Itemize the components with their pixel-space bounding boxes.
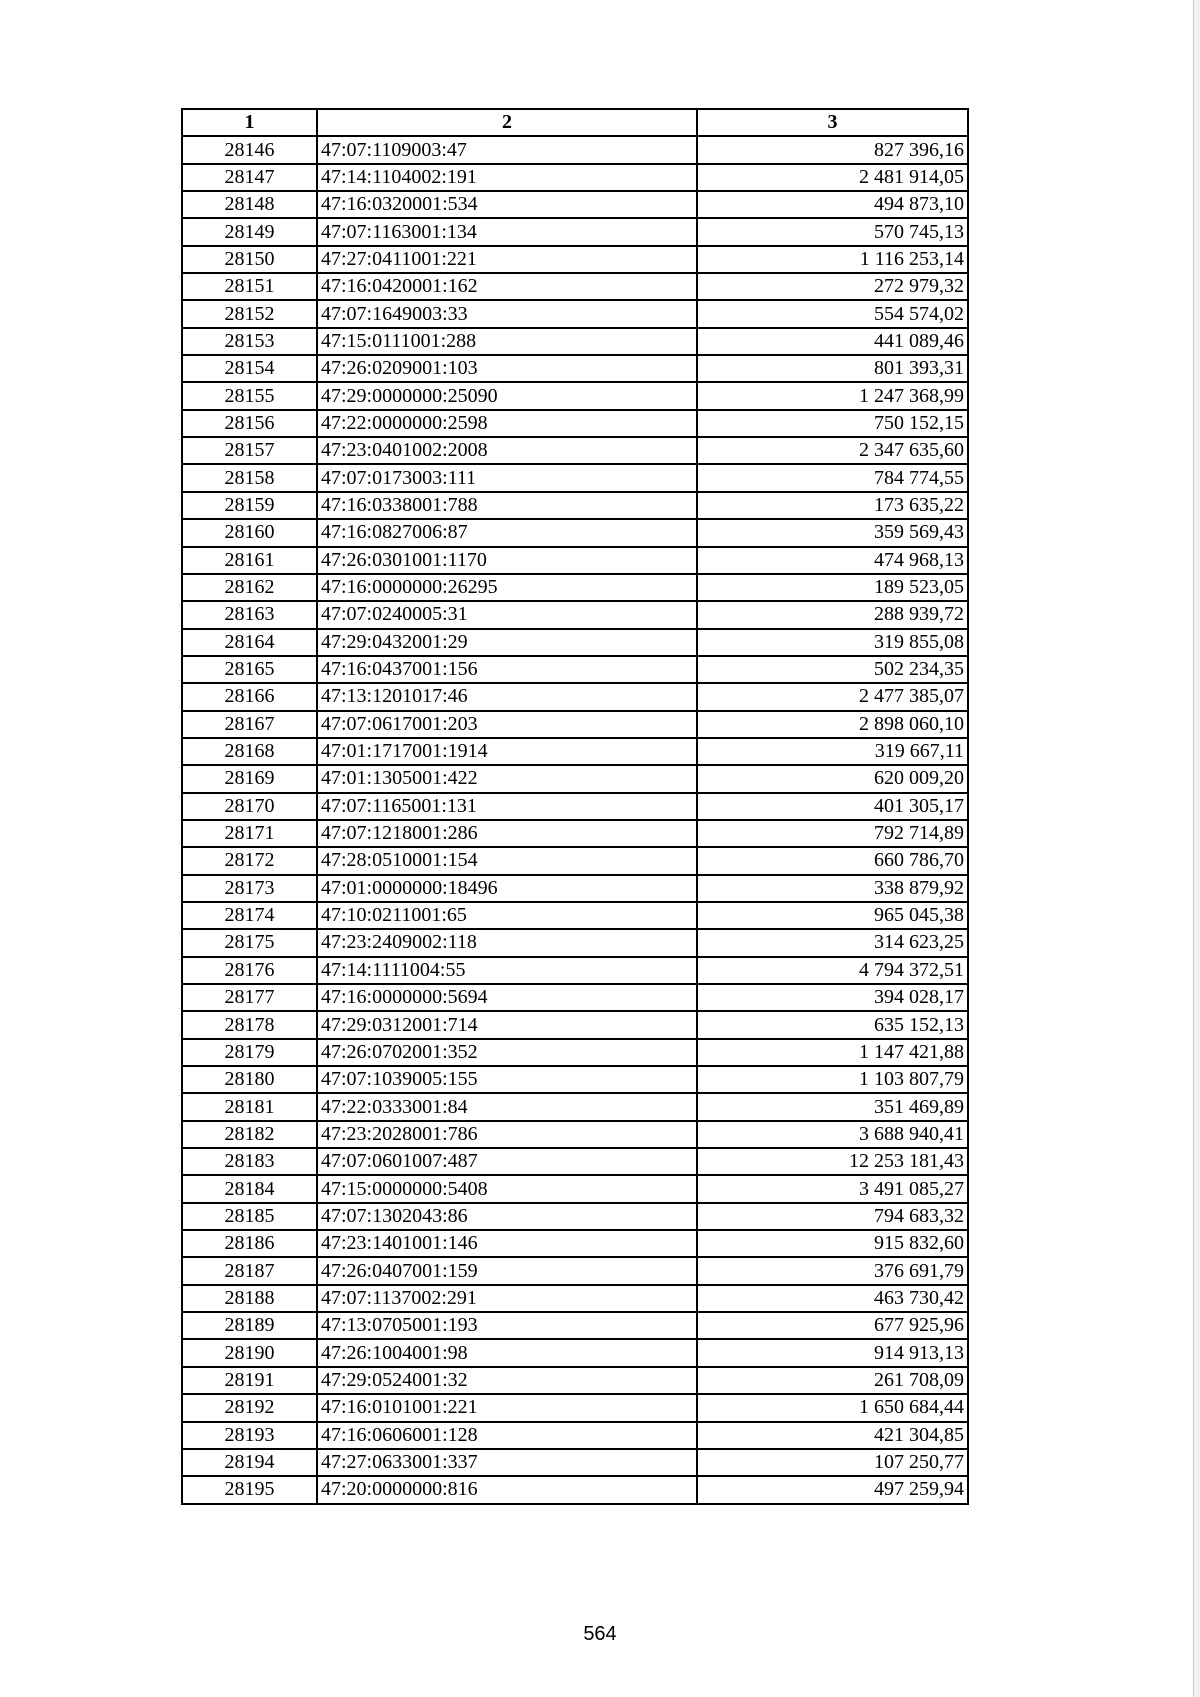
cadastral-value-cell: 261 708,09 — [697, 1367, 968, 1394]
table-body — [182, 136, 968, 1503]
cadastral-number-cell: 47:27:0633001:337 — [317, 1449, 697, 1476]
row-number-cell: 28190 — [182, 1339, 317, 1366]
cadastral-value-cell: 750 152,15 — [697, 410, 968, 437]
cadastral-value-cell: 463 730,42 — [697, 1285, 968, 1312]
cadastral-number-cell: 47:29:0524001:32 — [317, 1367, 697, 1394]
cadastral-number-cell: 47:16:0437001:156 — [317, 656, 697, 683]
table-row — [182, 847, 968, 874]
table-row — [182, 765, 968, 792]
cadastral-value-cell: 107 250,77 — [697, 1449, 968, 1476]
row-number-cell: 28160 — [182, 519, 317, 546]
cadastral-value-cell: 314 623,25 — [697, 929, 968, 956]
row-number-cell: 28191 — [182, 1367, 317, 1394]
row-number-cell: 28185 — [182, 1203, 317, 1230]
row-number-cell: 28178 — [182, 1011, 317, 1038]
row-number-cell: 28156 — [182, 410, 317, 437]
table-row — [182, 574, 968, 601]
row-number-cell: 28168 — [182, 738, 317, 765]
table-row — [182, 1121, 968, 1148]
row-number-cell: 28146 — [182, 136, 317, 163]
cadastral-value-cell: 677 925,96 — [697, 1312, 968, 1339]
cadastral-value-cell: 1 103 807,79 — [697, 1066, 968, 1093]
page-edge — [1193, 0, 1200, 1697]
cadastral-number-cell: 47:16:0320001:534 — [317, 191, 697, 218]
row-number-cell: 28189 — [182, 1312, 317, 1339]
cadastral-value-cell: 2 477 385,07 — [697, 683, 968, 710]
cadastral-number-cell: 47:07:0173003:111 — [317, 464, 697, 491]
cadastral-value-cell: 3 491 085,27 — [697, 1175, 968, 1202]
cadastral-value-cell: 12 253 181,43 — [697, 1148, 968, 1175]
row-number-cell: 28163 — [182, 601, 317, 628]
cadastral-value-cell: 338 879,92 — [697, 875, 968, 902]
table-row — [182, 738, 968, 765]
cadastral-number-cell: 47:07:1137002:291 — [317, 1285, 697, 1312]
row-number-cell: 28167 — [182, 711, 317, 738]
cadastral-number-cell: 47:07:0240005:31 — [317, 601, 697, 628]
cadastral-value-cell: 570 745,13 — [697, 218, 968, 245]
table-row — [182, 1011, 968, 1038]
cadastral-value-cell: 801 393,31 — [697, 355, 968, 382]
cadastral-number-cell: 47:13:0705001:193 — [317, 1312, 697, 1339]
table-row — [182, 984, 968, 1011]
table-row — [182, 547, 968, 574]
row-number-cell: 28187 — [182, 1257, 317, 1284]
cadastral-number-cell: 47:07:1109003:47 — [317, 136, 697, 163]
cadastral-value-cell: 319 667,11 — [697, 738, 968, 765]
cadastral-number-cell: 47:15:0111001:288 — [317, 328, 697, 355]
cadastral-value-cell: 660 786,70 — [697, 847, 968, 874]
cadastral-number-cell: 47:07:0617001:203 — [317, 711, 697, 738]
row-number-cell: 28151 — [182, 273, 317, 300]
column-header-1: 1 — [182, 109, 317, 136]
row-number-cell: 28149 — [182, 218, 317, 245]
cadastral-value-cell: 827 396,16 — [697, 136, 968, 163]
cadastral-number-cell: 47:01:0000000:18496 — [317, 875, 697, 902]
cadastral-value-cell: 635 152,13 — [697, 1011, 968, 1038]
row-number-cell: 28158 — [182, 464, 317, 491]
row-number-cell: 28192 — [182, 1394, 317, 1421]
row-number-cell: 28180 — [182, 1066, 317, 1093]
row-number-cell: 28188 — [182, 1285, 317, 1312]
cadastral-number-cell: 47:22:0333001:84 — [317, 1093, 697, 1120]
cadastral-number-cell: 47:13:1201017:46 — [317, 683, 697, 710]
cadastral-number-cell: 47:14:1104002:191 — [317, 164, 697, 191]
table-row — [182, 300, 968, 327]
cadastral-value-cell: 319 855,08 — [697, 629, 968, 656]
cadastral-number-cell: 47:26:0301001:1170 — [317, 547, 697, 574]
cadastral-value-cell: 792 714,89 — [697, 820, 968, 847]
cadastral-number-cell: 47:16:0338001:788 — [317, 492, 697, 519]
row-number-cell: 28157 — [182, 437, 317, 464]
cadastral-number-cell: 47:26:0702001:352 — [317, 1039, 697, 1066]
table-row — [182, 218, 968, 245]
cadastral-number-cell: 47:26:0209001:103 — [317, 355, 697, 382]
table-row — [182, 656, 968, 683]
cadastral-value-cell: 474 968,13 — [697, 547, 968, 574]
table-row — [182, 355, 968, 382]
row-number-cell: 28176 — [182, 957, 317, 984]
row-number-cell: 28184 — [182, 1175, 317, 1202]
table-row — [182, 136, 968, 163]
row-number-cell: 28183 — [182, 1148, 317, 1175]
cadastral-value-cell: 441 089,46 — [697, 328, 968, 355]
table-row — [182, 1093, 968, 1120]
table-header-row — [182, 109, 968, 136]
column-header-3: 3 — [697, 109, 968, 136]
page-number: 564 — [583, 1623, 617, 1645]
cadastral-number-cell: 47:29:0312001:714 — [317, 1011, 697, 1038]
cadastral-number-cell: 47:16:0827006:87 — [317, 519, 697, 546]
table-row — [182, 437, 968, 464]
table-row — [182, 820, 968, 847]
row-number-cell: 28182 — [182, 1121, 317, 1148]
table-row — [182, 1339, 968, 1366]
row-number-cell: 28166 — [182, 683, 317, 710]
table-row — [182, 875, 968, 902]
table-row — [182, 1367, 968, 1394]
row-number-cell: 28147 — [182, 164, 317, 191]
cadastral-value-cell: 1 247 368,99 — [697, 382, 968, 409]
cadastral-value-cell: 401 305,17 — [697, 793, 968, 820]
row-number-cell: 28154 — [182, 355, 317, 382]
table-row — [182, 1257, 968, 1284]
cadastral-value-cell: 494 873,10 — [697, 191, 968, 218]
row-number-cell: 28170 — [182, 793, 317, 820]
cadastral-number-cell: 47:27:0411001:221 — [317, 246, 697, 273]
cadastral-number-cell: 47:26:1004001:98 — [317, 1339, 697, 1366]
cadastral-number-cell: 47:16:0000000:5694 — [317, 984, 697, 1011]
row-number-cell: 28165 — [182, 656, 317, 683]
table-row — [182, 793, 968, 820]
cadastral-number-cell: 47:16:0000000:26295 — [317, 574, 697, 601]
table-row — [182, 1066, 968, 1093]
row-number-cell: 28159 — [182, 492, 317, 519]
row-number-cell: 28161 — [182, 547, 317, 574]
table-row — [182, 1476, 968, 1503]
cadastral-value-cell: 2 481 914,05 — [697, 164, 968, 191]
row-number-cell: 28162 — [182, 574, 317, 601]
cadastral-number-cell: 47:29:0432001:29 — [317, 629, 697, 656]
table-row — [182, 1175, 968, 1202]
cadastral-number-cell: 47:26:0407001:159 — [317, 1257, 697, 1284]
cadastral-value-cell: 1 650 684,44 — [697, 1394, 968, 1421]
cadastral-value-cell: 620 009,20 — [697, 765, 968, 792]
row-number-cell: 28175 — [182, 929, 317, 956]
row-number-cell: 28164 — [182, 629, 317, 656]
cadastral-value-table — [181, 108, 969, 1505]
row-number-cell: 28148 — [182, 191, 317, 218]
cadastral-value-cell: 2 347 635,60 — [697, 437, 968, 464]
table-row — [182, 1422, 968, 1449]
row-number-cell: 28150 — [182, 246, 317, 273]
row-number-cell: 28177 — [182, 984, 317, 1011]
cadastral-value-cell: 189 523,05 — [697, 574, 968, 601]
cadastral-number-cell: 47:07:1649003:33 — [317, 300, 697, 327]
cadastral-value-cell: 497 259,94 — [697, 1476, 968, 1503]
cadastral-number-cell: 47:07:1163001:134 — [317, 218, 697, 245]
table-row — [182, 957, 968, 984]
cadastral-number-cell: 47:10:0211001:65 — [317, 902, 697, 929]
cadastral-value-cell: 915 832,60 — [697, 1230, 968, 1257]
row-number-cell: 28193 — [182, 1422, 317, 1449]
table-row — [182, 519, 968, 546]
cadastral-number-cell: 47:23:1401001:146 — [317, 1230, 697, 1257]
cadastral-value-cell: 965 045,38 — [697, 902, 968, 929]
cadastral-value-cell: 794 683,32 — [697, 1203, 968, 1230]
table-row — [182, 629, 968, 656]
table-row — [182, 328, 968, 355]
cadastral-number-cell: 47:01:1717001:1914 — [317, 738, 697, 765]
cadastral-number-cell: 47:07:1039005:155 — [317, 1066, 697, 1093]
cadastral-number-cell: 47:29:0000000:25090 — [317, 382, 697, 409]
table-row — [182, 464, 968, 491]
table-row — [182, 1285, 968, 1312]
row-number-cell: 28171 — [182, 820, 317, 847]
row-number-cell: 28186 — [182, 1230, 317, 1257]
row-number-cell: 28195 — [182, 1476, 317, 1503]
table-row — [182, 273, 968, 300]
table-row — [182, 1203, 968, 1230]
cadastral-value-cell: 784 774,55 — [697, 464, 968, 491]
table-row — [182, 191, 968, 218]
table-row — [182, 1394, 968, 1421]
table-row — [182, 601, 968, 628]
table-row — [182, 164, 968, 191]
table-row — [182, 1449, 968, 1476]
table-row — [182, 929, 968, 956]
cadastral-value-cell: 421 304,85 — [697, 1422, 968, 1449]
cadastral-number-cell: 47:23:0401002:2008 — [317, 437, 697, 464]
row-number-cell: 28174 — [182, 902, 317, 929]
cadastral-number-cell: 47:15:0000000:5408 — [317, 1175, 697, 1202]
cadastral-number-cell: 47:16:0420001:162 — [317, 273, 697, 300]
table-row — [182, 1312, 968, 1339]
table-row — [182, 711, 968, 738]
cadastral-value-cell: 173 635,22 — [697, 492, 968, 519]
row-number-cell: 28181 — [182, 1093, 317, 1120]
cadastral-value-cell: 394 028,17 — [697, 984, 968, 1011]
cadastral-number-cell: 47:22:0000000:2598 — [317, 410, 697, 437]
cadastral-number-cell: 47:23:2409002:118 — [317, 929, 697, 956]
cadastral-value-cell: 502 234,35 — [697, 656, 968, 683]
cadastral-number-cell: 47:07:0601007:487 — [317, 1148, 697, 1175]
cadastral-value-cell: 3 688 940,41 — [697, 1121, 968, 1148]
table-row — [182, 246, 968, 273]
row-number-cell: 28173 — [182, 875, 317, 902]
cadastral-value-cell: 4 794 372,51 — [697, 957, 968, 984]
row-number-cell: 28155 — [182, 382, 317, 409]
cadastral-number-cell: 47:16:0606001:128 — [317, 1422, 697, 1449]
cadastral-value-cell: 272 979,32 — [697, 273, 968, 300]
cadastral-number-cell: 47:01:1305001:422 — [317, 765, 697, 792]
cadastral-value-cell: 554 574,02 — [697, 300, 968, 327]
cadastral-value-cell: 914 913,13 — [697, 1339, 968, 1366]
cadastral-number-cell: 47:07:1165001:131 — [317, 793, 697, 820]
table-row — [182, 1230, 968, 1257]
row-number-cell: 28152 — [182, 300, 317, 327]
cadastral-number-cell: 47:28:0510001:154 — [317, 847, 697, 874]
cadastral-number-cell: 47:23:2028001:786 — [317, 1121, 697, 1148]
cadastral-number-cell: 47:20:0000000:816 — [317, 1476, 697, 1503]
cadastral-number-cell: 47:07:1218001:286 — [317, 820, 697, 847]
row-number-cell: 28179 — [182, 1039, 317, 1066]
row-number-cell: 28194 — [182, 1449, 317, 1476]
cadastral-value-cell: 376 691,79 — [697, 1257, 968, 1284]
cadastral-value-cell: 351 469,89 — [697, 1093, 968, 1120]
table-row — [182, 902, 968, 929]
table-row — [182, 382, 968, 409]
cadastral-value-cell: 288 939,72 — [697, 601, 968, 628]
cadastral-number-cell: 47:14:1111004:55 — [317, 957, 697, 984]
table-row — [182, 683, 968, 710]
cadastral-value-cell: 359 569,43 — [697, 519, 968, 546]
table-row — [182, 410, 968, 437]
cadastral-number-cell: 47:07:1302043:86 — [317, 1203, 697, 1230]
cadastral-value-cell: 1 116 253,14 — [697, 246, 968, 273]
cadastral-value-cell: 2 898 060,10 — [697, 711, 968, 738]
row-number-cell: 28169 — [182, 765, 317, 792]
table-row — [182, 1148, 968, 1175]
column-header-2: 2 — [317, 109, 697, 136]
cadastral-value-cell: 1 147 421,88 — [697, 1039, 968, 1066]
table-row — [182, 1039, 968, 1066]
table-row — [182, 492, 968, 519]
cadastral-number-cell: 47:16:0101001:221 — [317, 1394, 697, 1421]
row-number-cell: 28172 — [182, 847, 317, 874]
row-number-cell: 28153 — [182, 328, 317, 355]
